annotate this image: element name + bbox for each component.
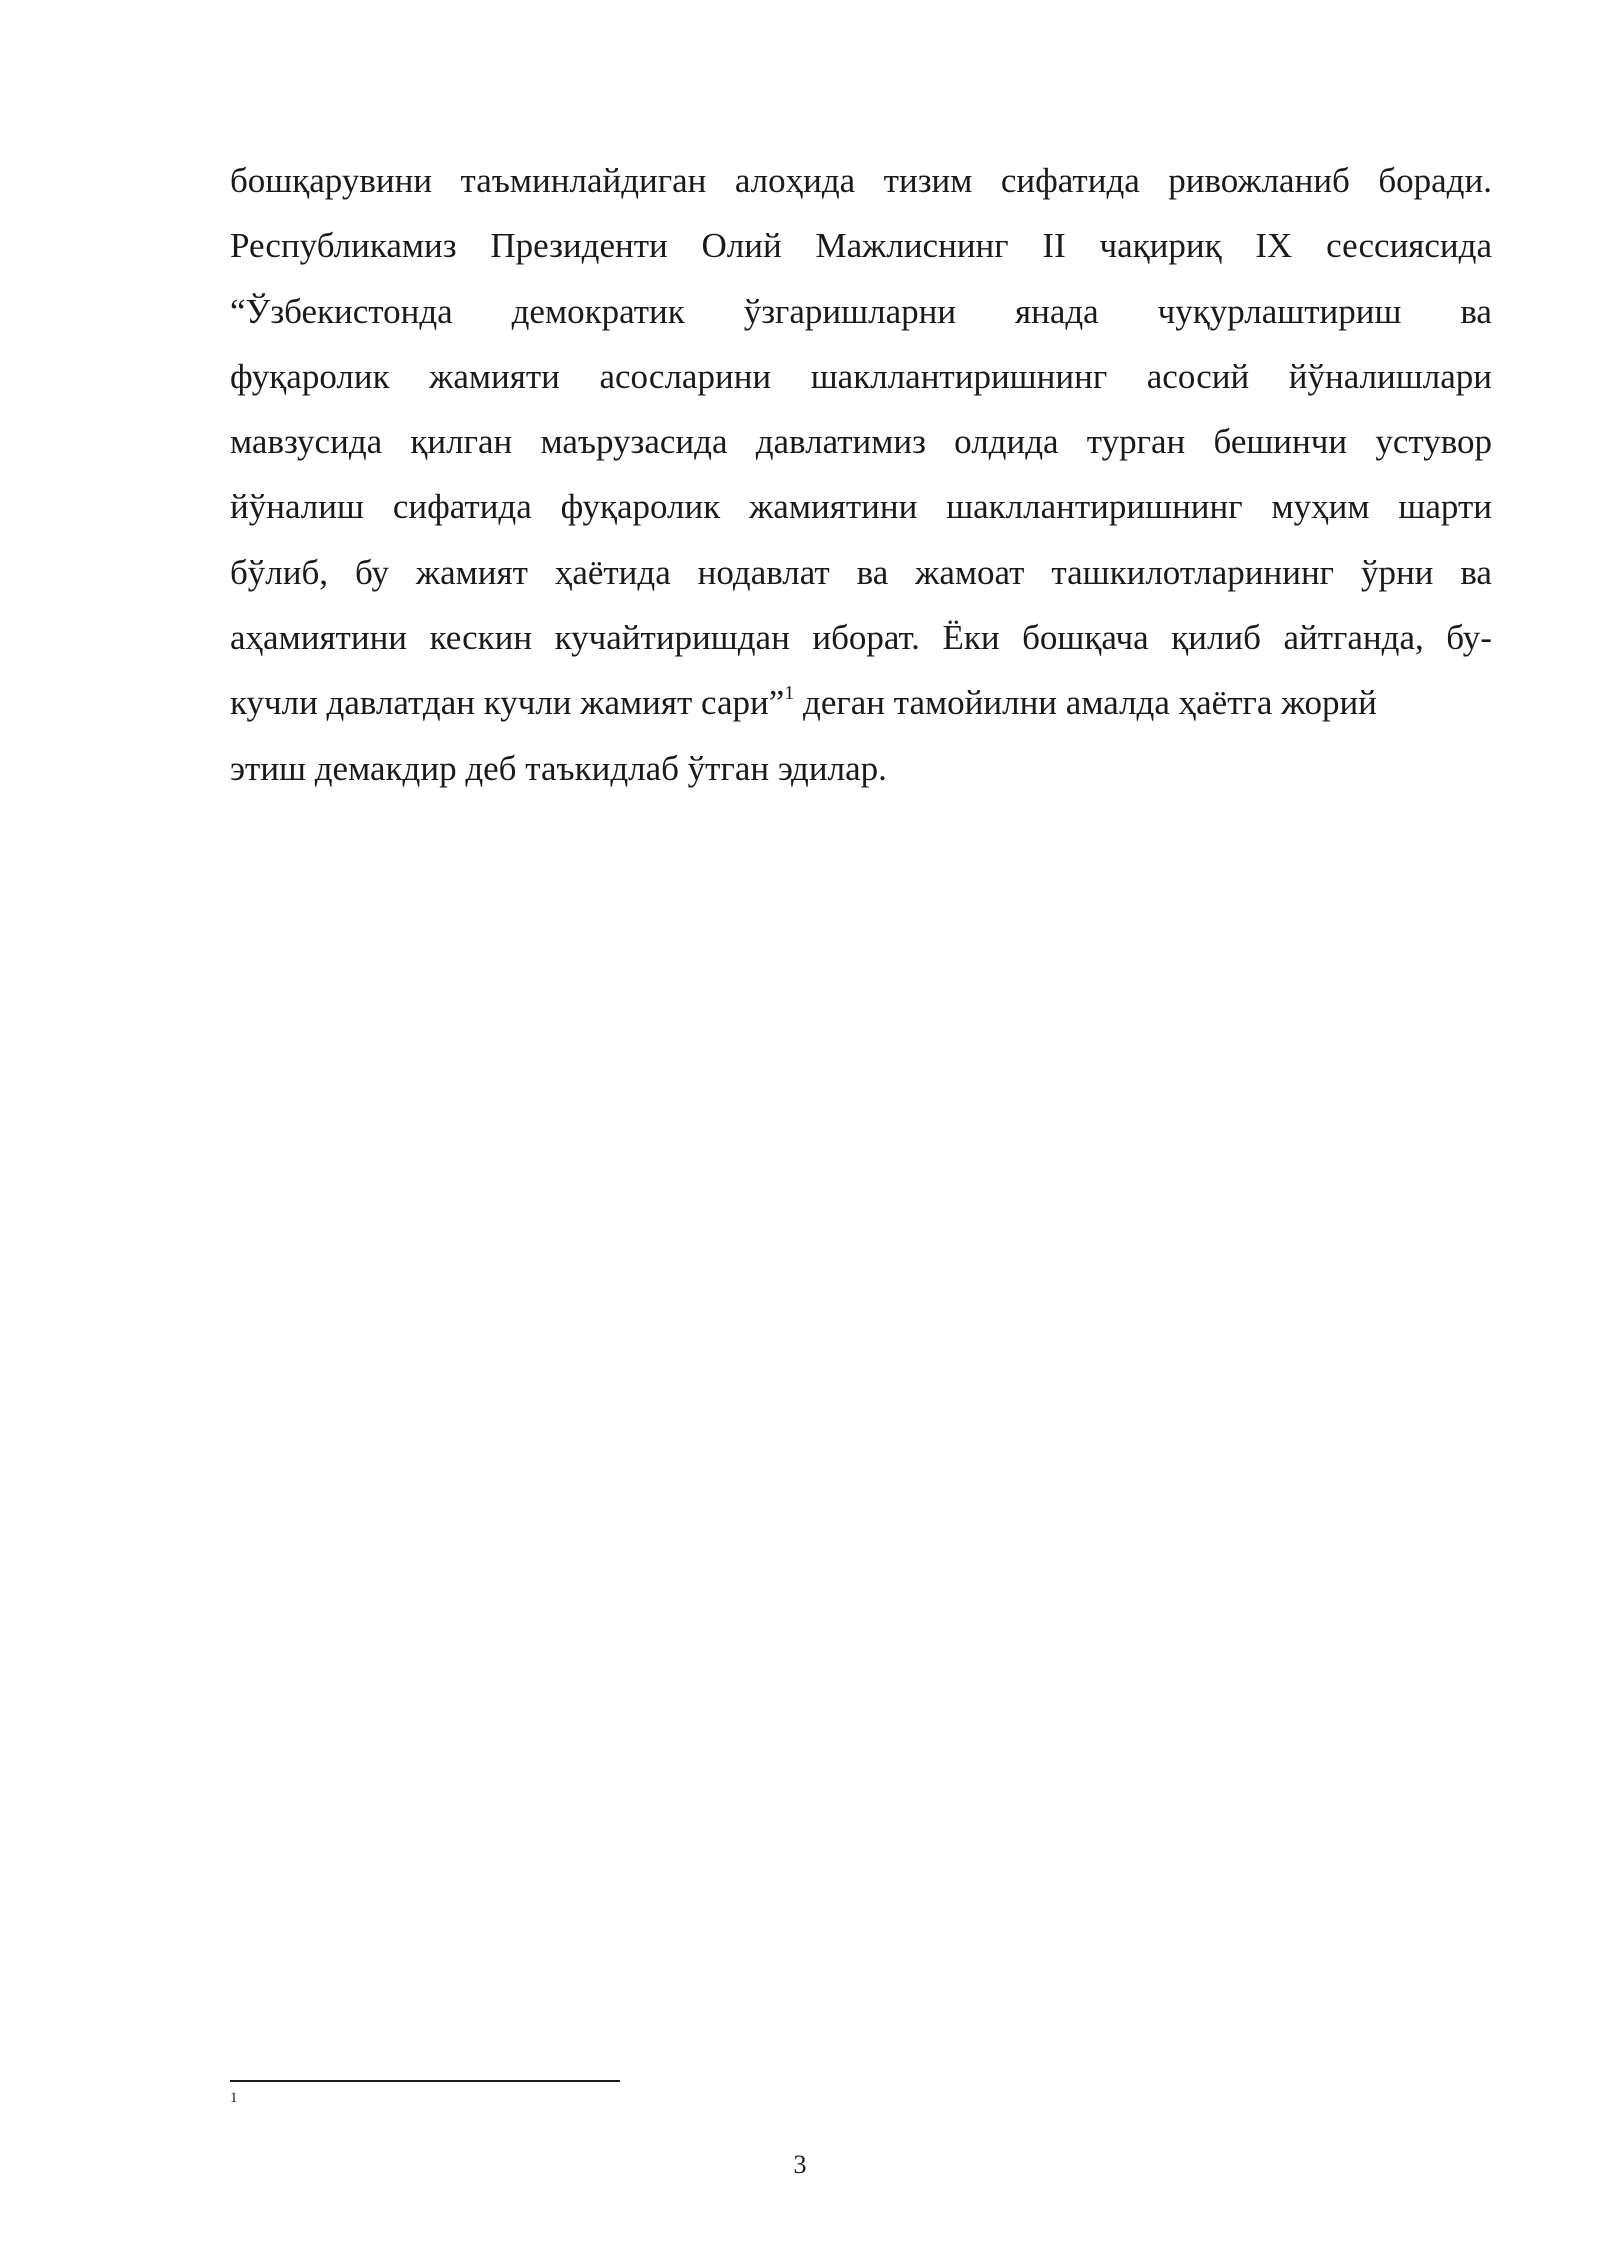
word: жамиятини — [749, 487, 918, 527]
word: Республикамиз — [230, 226, 457, 266]
word: иборат. — [812, 618, 920, 658]
word: фуқаролик — [230, 356, 390, 396]
word: шарти — [1398, 487, 1492, 527]
word: ва — [1460, 552, 1492, 592]
text-line — [230, 474, 1492, 539]
text-line — [230, 540, 1492, 605]
word: IX — [1255, 226, 1293, 266]
word: Мажлиснинг — [815, 226, 1009, 266]
word: Олий — [701, 226, 782, 266]
word: янада — [1014, 291, 1099, 331]
word: бешинчи — [1213, 422, 1348, 462]
word: таъминлайдиган — [460, 161, 707, 200]
text-line — [230, 148, 1492, 213]
word: давлатимиз — [755, 422, 926, 462]
footnote-number: 1 — [230, 2090, 238, 2106]
footnote-separator — [230, 2080, 620, 2082]
text-continuation: деган тамойилни амалда ҳаётга жорий — [794, 683, 1377, 723]
text-line-last — [230, 736, 1492, 801]
word: сифатида — [392, 487, 532, 527]
word: қилган — [410, 422, 513, 462]
last-line-text: этиш демакдир деб таъкидлаб ўтган эдилар. — [230, 748, 887, 788]
word: ҳаётида — [554, 552, 671, 592]
text-line — [230, 344, 1492, 409]
word: Ёки — [942, 618, 1000, 658]
word: жамияти — [429, 356, 560, 396]
word: ва — [856, 552, 889, 592]
word: бу — [354, 552, 389, 592]
word: турган — [1086, 422, 1186, 462]
text-line — [230, 213, 1492, 278]
word: кучайтиришдан — [554, 618, 790, 658]
word: бошқача — [1022, 618, 1149, 658]
word: сессиясида — [1326, 226, 1492, 266]
word: шакллантиришнинг — [946, 487, 1243, 527]
word: чақириқ — [1099, 226, 1222, 266]
word: ўзгаришларни — [743, 291, 957, 331]
word: жамоат — [915, 552, 1025, 592]
text-line — [230, 409, 1492, 474]
word: Президенти — [490, 226, 668, 266]
word: ташкилотларининг — [1051, 552, 1335, 592]
footnote-reference[interactable]: 1 — [784, 681, 795, 704]
word: қилиб — [1171, 618, 1261, 658]
text-line — [230, 279, 1492, 344]
word: бу- — [1446, 618, 1492, 658]
word: мавзусида — [230, 422, 383, 462]
word: боради. — [1378, 161, 1492, 200]
word: II — [1042, 226, 1066, 266]
word: устувор — [1375, 422, 1492, 462]
word: муҳим — [1271, 487, 1370, 527]
word: асосий — [1146, 356, 1250, 396]
word: ўрни — [1360, 552, 1434, 592]
word: айтганда, — [1283, 618, 1424, 658]
word: сифатида — [1000, 161, 1140, 200]
word: “Ўзбекистонда — [230, 291, 453, 331]
word: бошқарувини — [230, 161, 433, 200]
page-number: 3 — [793, 2150, 807, 2179]
word: нодавлат — [697, 552, 830, 592]
word: тизим — [883, 161, 973, 200]
word: ривожланиб — [1168, 161, 1350, 200]
word: йўналиш — [230, 487, 364, 527]
word: жамият — [415, 552, 528, 592]
word: чуқурлаштириш — [1157, 291, 1402, 331]
word: демократик — [511, 291, 685, 331]
word: маърузасида — [540, 422, 728, 462]
text-line — [230, 605, 1492, 670]
word: бўлиб, — [230, 552, 329, 592]
text-segment — [230, 670, 1377, 735]
word: ва — [1460, 291, 1492, 331]
quote-end-text: кучли давлатдан кучли жамият сари” — [230, 683, 785, 723]
word: фуқаролик — [560, 487, 721, 527]
word: аҳамиятини — [230, 618, 408, 658]
word: асосларини — [599, 356, 772, 396]
word: алоҳида — [734, 161, 856, 200]
body-paragraph — [230, 148, 1492, 801]
word: йўналишлари — [1288, 356, 1492, 396]
word: олдида — [954, 422, 1059, 462]
text-line — [230, 670, 1492, 735]
word: кескин — [429, 618, 533, 658]
word: шакллантиришнинг — [810, 356, 1108, 396]
